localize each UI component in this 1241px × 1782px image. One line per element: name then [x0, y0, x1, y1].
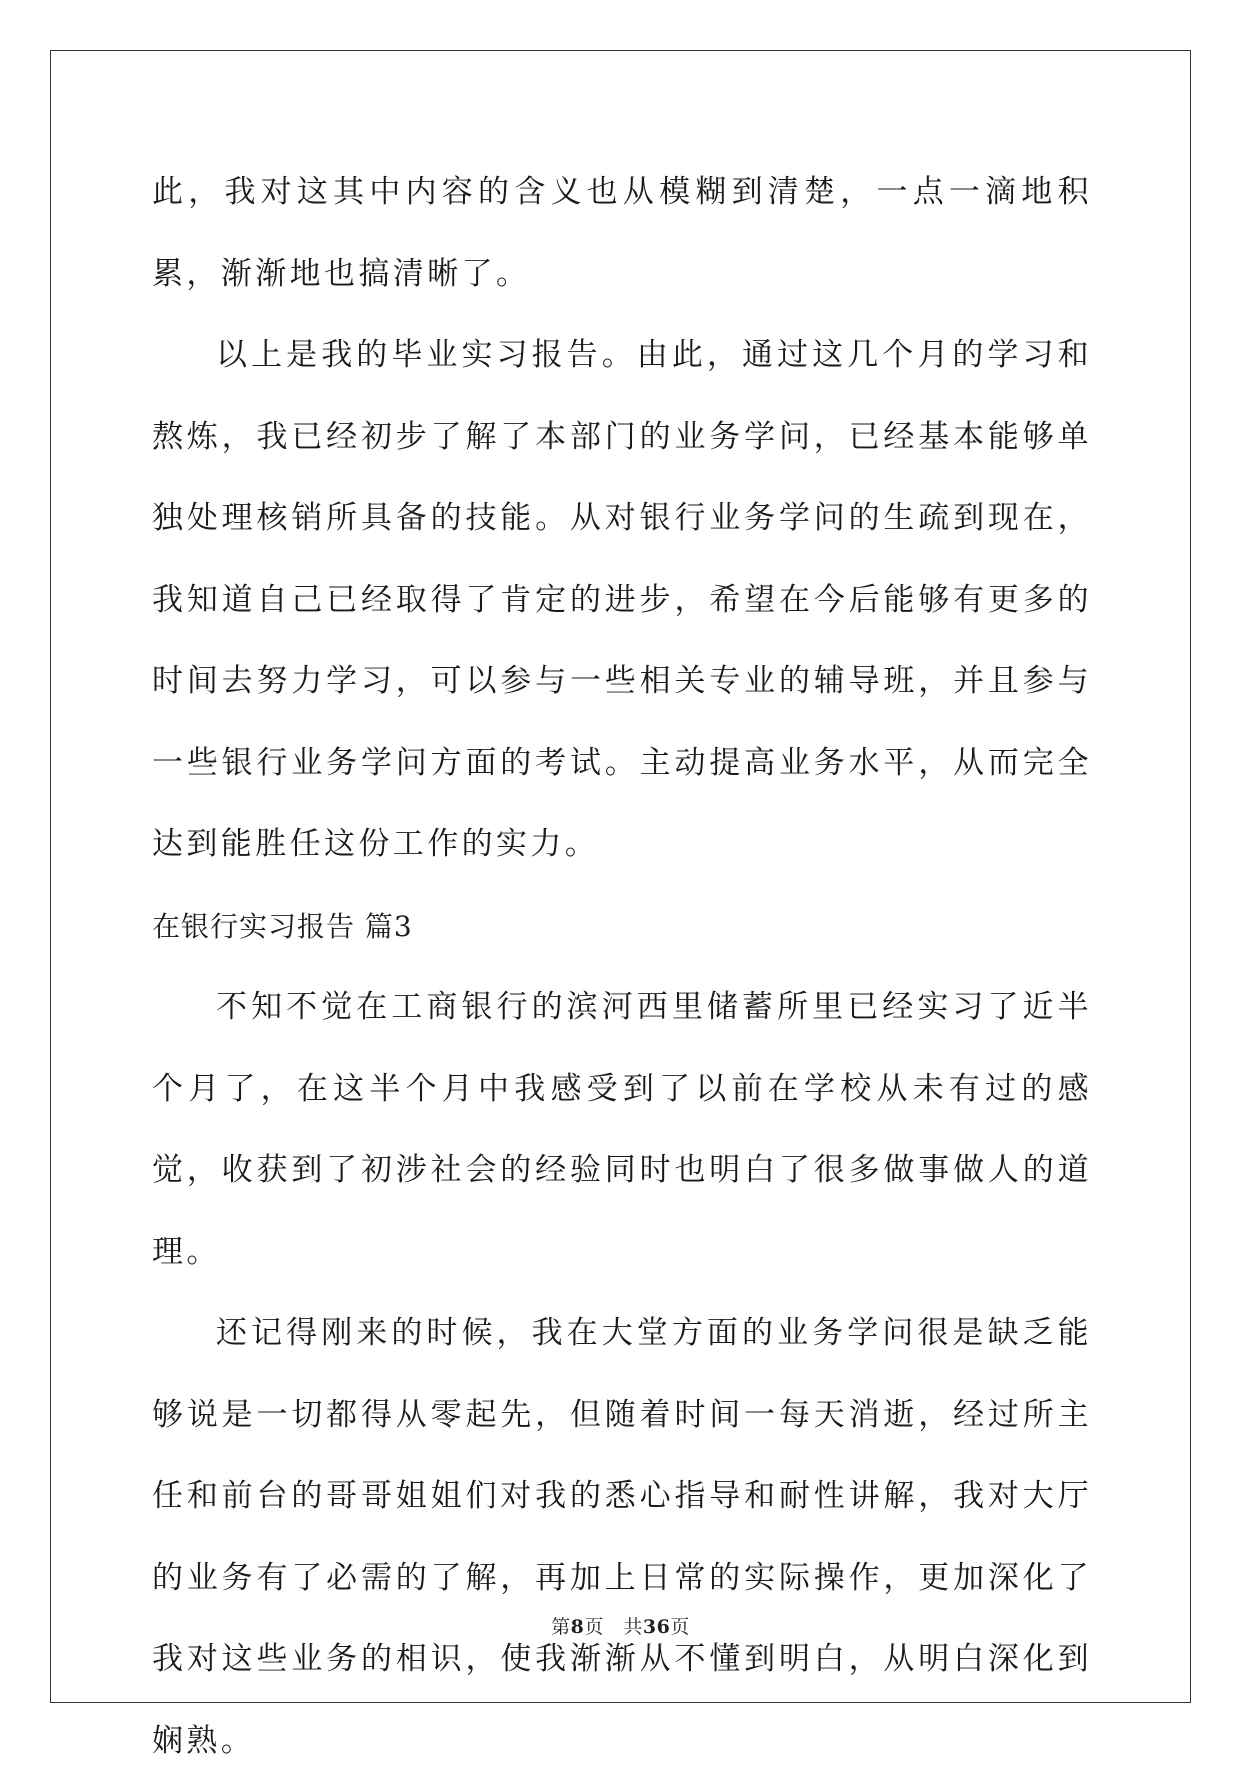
section-heading: 在银行实习报告 篇3	[152, 909, 413, 943]
paragraph-summary: 以上是我的毕业实习报告。由此，通过这几个月的学习和熬炼，我已经初步了解了本部门的业务学问，已经基本能够单独处理核销所具备的技能。从对银行业务学问的生疏到现在，我知道自己已经取得了肯定的进步，希望在今后能够有更多的时间去努力学习，可以参与一些相关专业的辅导班，并且参与一些银行业务学问方面的考试。主动提高业务水平，从而完全达到能胜任这份工作的实力。	[152, 337, 1092, 862]
footer-suffix: 页	[670, 1616, 690, 1638]
footer-total-pages: 36	[642, 1616, 671, 1638]
footer-middle: 页 共	[584, 1616, 643, 1638]
paragraph-continuation: 此，我对这其中内容的含义也从模糊到清楚，一点一滴地积累，渐渐地也搞清晰了。	[152, 174, 1092, 292]
page-footer	[0, 1612, 1241, 1639]
footer-page-number: 8	[570, 1616, 585, 1638]
paragraph-experience: 还记得刚来的时候，我在大堂方面的业务学问很是缺乏能够说是一切都得从零起先，但随着时间一每天消逝，经过所主任和前台的哥哥姐姐们对我的悉心指导和耐性讲解，我对大厅的业务有了必需的了解，再加上日常的实际操作，更加深化了我对这些业务的相识，使我渐渐从不懂到明白，从明白深化到娴熟。	[152, 1315, 1092, 1759]
document-body	[152, 152, 1092, 1782]
footer-prefix: 第	[551, 1616, 571, 1638]
paragraph-intro: 不知不觉在工商银行的滨河西里储蓄所里已经实习了近半个月了，在这半个月中我感受到了以前在学校从未有过的感觉，收获到了初涉社会的经验同时也明白了很多做事做人的道理。	[152, 989, 1092, 1270]
